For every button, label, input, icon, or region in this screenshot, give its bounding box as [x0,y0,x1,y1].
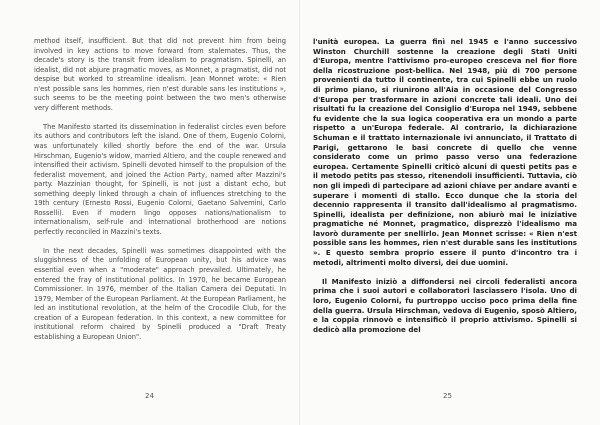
right-page [300,0,600,425]
left-paragraph-3: In the next decades, Spinelli was sometimes disappointed with the sluggishness of the unfolding of European unity, but his advice was essential even when a "moderate" approach prevailed. Ultimately, he entered the fray of institutional politics. In 1970, he became European Commissioner. In 1976, member of the Italian Camera dei Deputati. In 1979, Member of the European Parliament. At the European Parliament, he led an institutional revolution, at the helm of the Crocodile Club, for the creation of a European federation. In this context, a new committee for institutional reform chaired by Spinelli produced a "Draft Treaty establishing a European Union". [34,246,286,341]
right-text-column [313,37,577,334]
right-paragraph-2: Il Manifesto iniziò a diffondersi nei circoli federalisti ancora prima che i suoi autori e collaboratori lasciassero l'isola. Uno di loro, Eugenio Colorni, fu purtroppo ucciso poco prima della fine della guerra. Ursula Hirschman, vedova di Eugenio, sposò Altiero, e la coppia rinnovò e intensificò il proprio attivismo. Spinelli si dedicò alla promozione del [313,276,577,334]
right-page-number: 25 [443,392,452,400]
left-page [0,0,299,425]
left-paragraph-1: method itself, insufficient. But that did not prevent him from being involved in key actions to move forward from stalemates. Thus, the decade's story is the transit from idealism to pragmatism. Spinelli, an idealist, did not abjure pragmatic moves, as Monnet, a pragmatist, did not despise but worked to streamline idealism. Jean Monnet wrote: « Rien n'est possible sans les hommes, rien n'est durable sans les institutions », such seems to be the meeting point between the two men's otherwise very different methods. [34,37,286,112]
left-page-number: 24 [145,392,154,400]
left-paragraph-2: The Manifesto started its dissemination in federalist circles even before its authors and contributors left the island. One of them, Eugenio Colorni, was unfortunately killed shortly before the end of the war. Ursula Hirschman, Eugenio's widow, married Altiero, and the couple renewed and intensified their activism. Spinelli devoted himself to the propulsion of the federalist movement, and joined the Action Party, named after Mazzini's party. Mazzinian thought, for Spinelli, is not just a distant echo, but something deeply linked through a chain of influences stretching to the 19th century (Ernesto Rossi, Eugenio Colorni, Gaetano Salvemini, Carlo Rosselli). Even if modern lingo opposes nations/nationalism to internationalism, self-rule and international brotherhood are notions perfectly reconciled in Mazzini's texts. [34,122,286,236]
left-text-column [34,37,286,342]
right-paragraph-1: l'unità europea. La guerra finì nel 1945 e l'anno successivo Winston Churchill sostenne la creazione degli Stati Uniti d'Europa, mentre l'attivismo pro-europeo cresceva nel fior fiore della ricostruzione post-bellica. Nel 1948, più di 700 persone provenienti da tutto il continente, tra cui Spinelli ebbe un ruolo di primo piano, si riunirono all'Aia in occasione del Congresso d'Europa per trasformare in azioni concrete tali ideali. Uno dei risultati fu la creazione del Consiglio d'Europa nel 1949, sebbene fu evidente che la sua logica cooperativa era un mondo a parte rispetto a un'Europa federale. Al contrario, la dichiarazione Schuman e il trattato internazionale ivi annunciato, il Trattato di Parigi, gettarono le basi concrete di quello che venne considerato come un primo passo verso una federazione europea. Certamente Spinelli criticò alcuni di questi petits pas e il metodo petits pas stesso, ritenendoli insufficienti. Tuttavia, ciò non gli impedì di partecipare ad azioni chiave per andare avanti e superare i momenti di stallo. Ecco dunque che la storia del decennio rappresenta il transito dall'idealismo al pragmatismo. Spinelli, idealista per definizione, non abiurò mai le iniziative pragmatiche né Monnet, pragmatico, disprezzò l'idealismo ma lavorò duramente per snellirlo. Jean Monnet scrisse: « Rien n'est possible sans les hommes, rien n'est durable sans les institutions ». E questo sembra proprio essere il punto d'incontro tra i metodi, altrimenti molto diversi, dei due uomini. [313,37,577,267]
